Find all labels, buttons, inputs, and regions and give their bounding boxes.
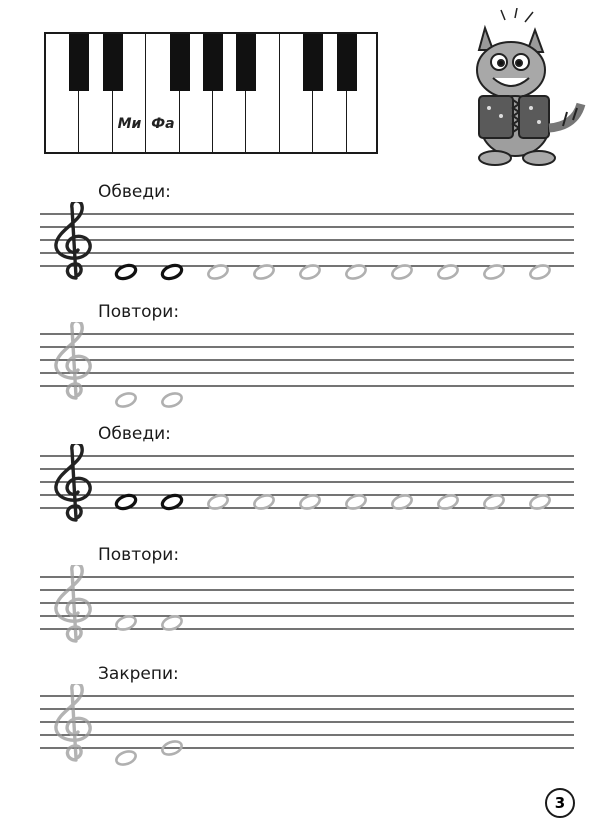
page-number: 3	[545, 788, 575, 818]
music-staff	[36, 202, 576, 302]
exercise-section	[0, 662, 608, 782]
black-key	[103, 34, 123, 91]
exercise-title: Закрепи:	[98, 664, 179, 684]
black-key	[170, 34, 190, 91]
music-staff	[36, 322, 576, 422]
exercise-section	[0, 300, 608, 420]
piano-keyboard	[44, 32, 378, 154]
key-label: Фа	[151, 116, 175, 132]
exercise-title: Обведи:	[98, 424, 171, 444]
exercise-title: Обведи:	[98, 182, 171, 202]
black-key	[203, 34, 223, 91]
key-label: Ми	[117, 116, 142, 132]
exercise-section	[0, 422, 608, 542]
black-key	[236, 34, 256, 91]
black-key	[69, 34, 89, 91]
music-staff	[36, 444, 576, 544]
exercise-title: Повтори:	[98, 302, 180, 322]
cat-with-accordion-icon	[445, 8, 593, 168]
exercise-title: Повтори:	[98, 545, 180, 565]
black-key	[303, 34, 323, 91]
traced-note	[161, 391, 184, 409]
music-staff	[36, 684, 576, 784]
music-staff	[36, 565, 576, 665]
traced-note	[115, 749, 138, 767]
black-key	[337, 34, 357, 91]
exercise-section	[0, 543, 608, 663]
traced-note	[115, 391, 138, 409]
exercise-section	[0, 180, 608, 300]
